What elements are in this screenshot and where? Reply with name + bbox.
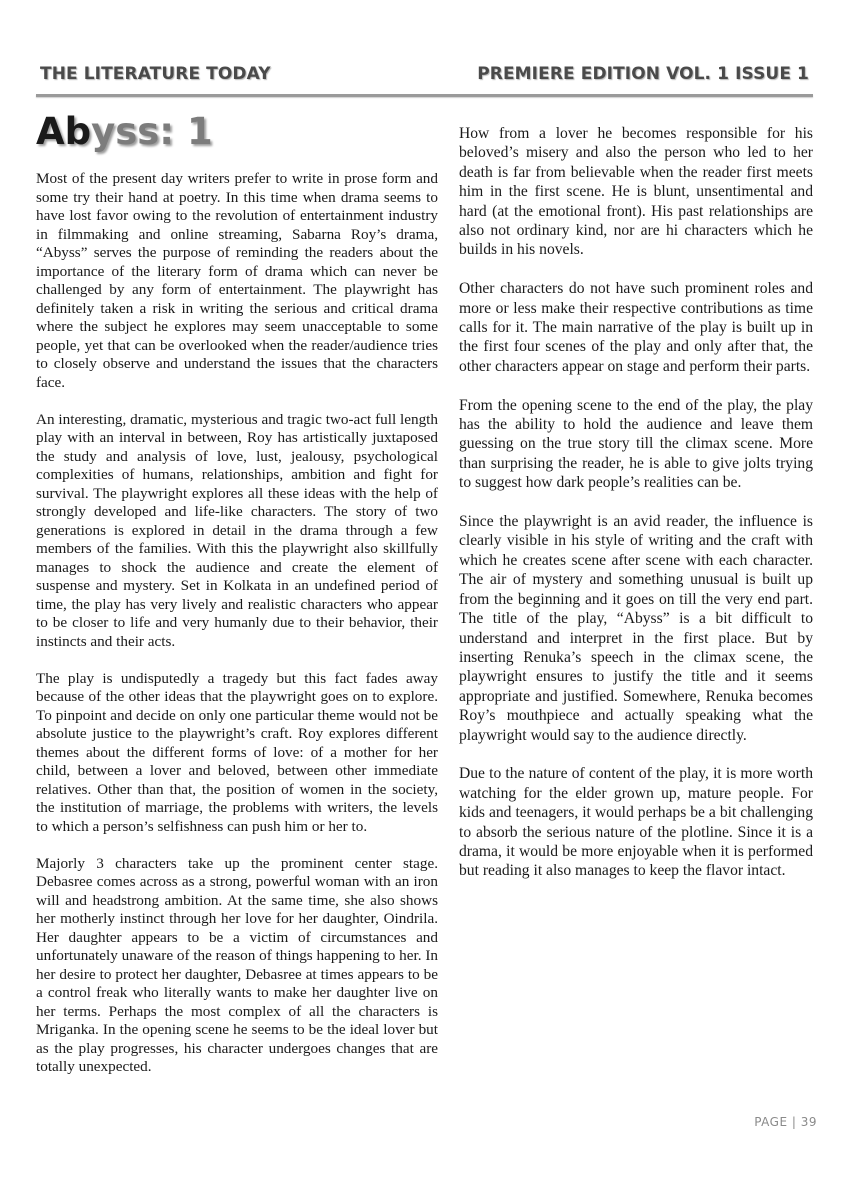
page-number: PAGE | 39 [754,1115,817,1129]
left-column [36,170,438,1095]
paragraph: Majorly 3 characters take up the prominent center stage. Debasree comes across as a strong, powerful woman with an iron will and headstrong ambition. At the same time, she also shows her motherly instinct through her love for her daughter, Oindrila. Her daughter appears to be a victim of circumstances and unfortunately unaware of the reason of things happening to her. In her desire to protect her daughter, Debasree at times appears to be a control freak who literally wants to make her daughter live on her terms. Perhaps the most complex of all the characters is Mriganka. In the opening scene he seems to be the ideal lover but as the play progresses, his character undergoes changes that are totally unexpected. [36,854,438,1075]
paragraph: How from a lover he becomes responsible for his beloved’s misery and also the person who led to her death is far from believable when the reader first meets him in the first scene. He is blunt, unsentimental and hard (at the emotional front). His past relationships are also not ordinary kind, nor are hi characters which he builds in his novels. [459,125,813,259]
paragraph: Most of the present day writers prefer to write in prose form and some try their hand at poetry. In this time when drama seems to have lost favor owing to the revolution of entertainment industry in filmmaking and online streaming, Sabarna Roy’s drama, “Abyss” serves the purpose of reminding the readers about the importance of the literary form of drama which can never be challenged by any form of entertainment. The playwright has definitely taken a risk in writing the serious and critical drama where the subject he explores may seem unacceptable to some people, yet that can be overlooked when the reader/audience tries to closely observe and understand the issues that the characters face. [36,170,438,391]
paragraph: An interesting, dramatic, mysterious and tragic two-act full length play with an interval in between, Roy has artistically juxtaposed the study and analysis of love, lust, jealousy, psychological complexities of humans, relationships, ambition and fight for survival. The playwright explores all these ideas with the help of strongly developed and life-like characters. The story of two generations is explored in detail in the drama through a few members of the families. With this the playwright also skillfully manages to shock the audience and create the element of suspense and mystery. Set in Kolkata in an undefined period of time, the play has very lively and realistic characters who appear to be closer to life and very humanly due to their behavior, their instincts and their acts. [36,410,438,650]
right-column [459,124,813,900]
paragraph: Since the playwright is an avid reader, the influence is clearly visible in his style of writing and the craft with which he creates scene after scene with each character. The air of mystery and something unusual is built up from the beginning and it goes on till the very end part. The title of the play, “Abyss” is a bit difficult to understand and interpret in the first place. But by inserting Renuka’s speech in the climax scene, the playwright ensures to justify the title and it seems appropriate and justified. Somewhere, Renuka becomes Roy’s mouthpiece and actually speaking what the playwright would say to the audience directly. [459,513,813,744]
paragraph: From the opening scene to the end of the play, the play has the ability to hold the audience and leave them guessing on the true story till the climax scene. More than surprising the reader, he is able to give jolts trying to suggest how dark people’s realities can be. [459,396,813,492]
paragraph: The play is undisputedly a tragedy but this fact fades away because of the other ideas that the playwright goes on to explore. To pinpoint and decide on only one particular theme would not be absolute justice to the playwright’s craft. Roy explores different themes about the different forms of love: of a mother for her child, between a lover and beloved, between other immediate relatives. Other than that, the position of women in the society, the institution of marriage, the problems with writers, the levels to which a person’s selfishness can push him or her to. [36,669,438,835]
article-title-part2: yss: 1 [91,110,213,153]
article-title-part1: Ab [36,110,92,153]
publication-title: THE LITERATURE TODAY [40,64,271,84]
paragraph: Due to the nature of content of the play, it is more worth watching for the elder grown up, mature people. For kids and teenagers, it would perhaps be a bit challenging to absorb the serious nature of the plotline. Since it is a drama, it would be more enjoyable when it is performed but reading it also manages to keep the flavor intact. [459,765,813,880]
header-divider [36,94,813,97]
paragraph: Other characters do not have such prominent roles and more or less make their respective contributions as time calls for it. The main narrative of the play is built up in the first four scenes of the play and only after that, the other characters appear on stage and perform their parts. [459,280,813,375]
edition-label: PREMIERE EDITION VOL. 1 ISSUE 1 [477,64,809,84]
article-title [36,108,213,156]
